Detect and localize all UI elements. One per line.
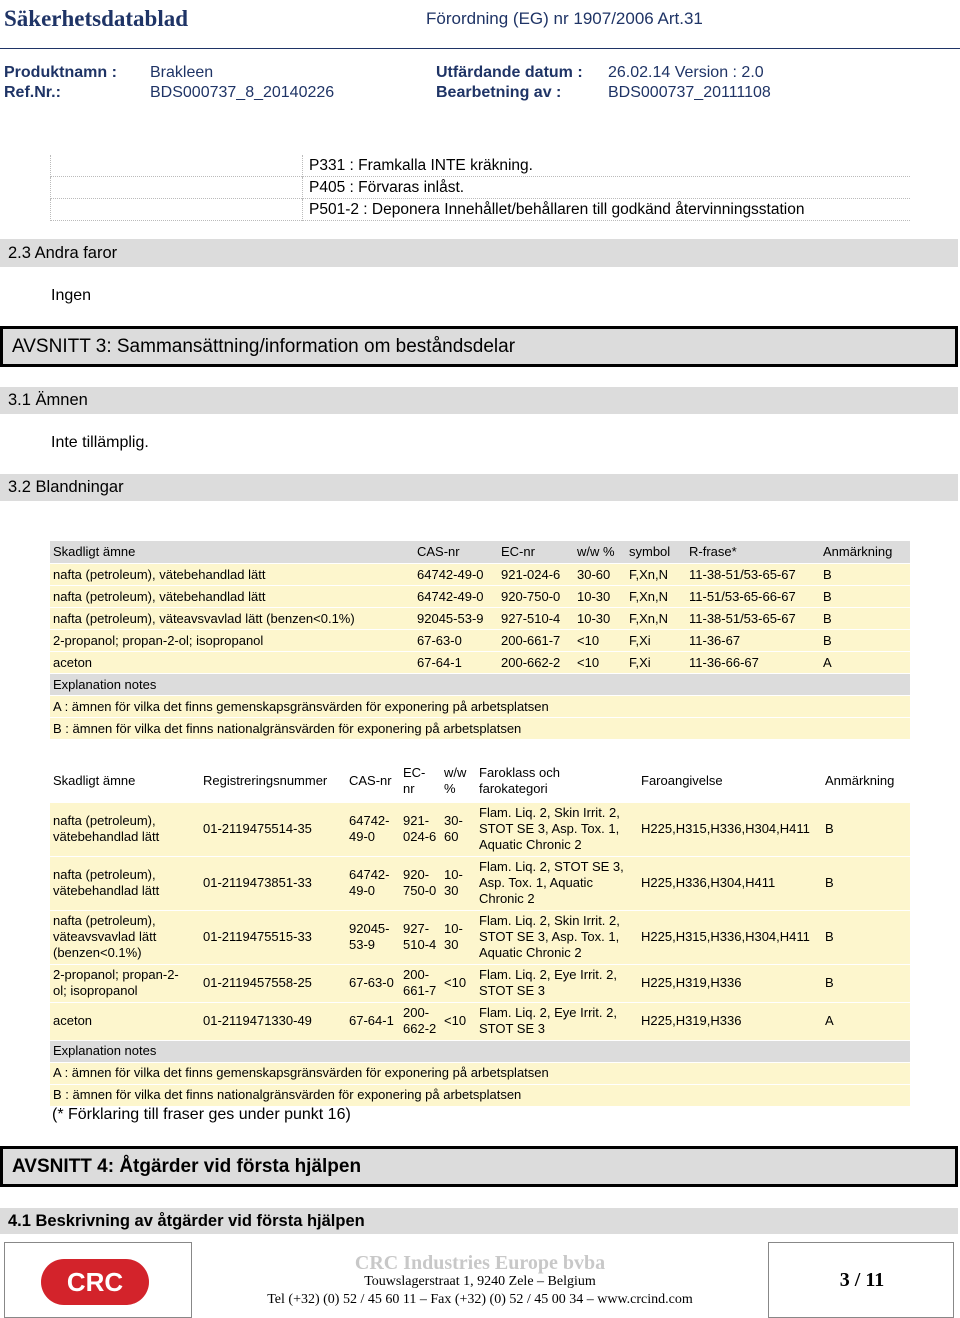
section-3-1-heading: 3.1 Ämnen xyxy=(0,387,958,414)
precaution-text: P331 : Framkalla INTE kräkning. xyxy=(309,157,533,174)
table-cell: B xyxy=(822,802,910,856)
table-cell: F,Xn,N xyxy=(626,563,686,585)
table-cell: F,Xn,N xyxy=(626,607,686,629)
table-row xyxy=(50,856,910,910)
column-header: Registreringsnummer xyxy=(200,760,346,802)
table-cell: B xyxy=(820,629,910,651)
table-cell: B xyxy=(822,856,910,910)
table-cell: 30- 60 xyxy=(441,802,476,856)
section-2-3-text: Ingen xyxy=(51,287,92,304)
table-cell: 200-662-2 xyxy=(498,651,574,673)
column-header: Faroangivelse xyxy=(638,760,822,802)
table-cell: 64742-49-0 xyxy=(414,585,498,607)
company-name: CRC Industries Europe bvba xyxy=(354,1252,606,1274)
section-4-1-heading: 4.1 Beskrivning av åtgärder vid första hjälpen xyxy=(0,1208,958,1234)
table-cell: H225,H315,H336,H304,H411 xyxy=(638,910,822,964)
table-cell: Flam. Liq. 2, Skin Irrit. 2, STOT SE 3, Asp. Tox. 1, Aquatic Chronic 2 xyxy=(476,910,638,964)
column-header: Faroklass och farokategori xyxy=(476,760,638,802)
note-row xyxy=(50,695,910,717)
column-header: CAS-nr xyxy=(414,541,498,563)
notes-heading: Explanation notes xyxy=(50,673,910,695)
note-text: A : ämnen för vilka det finns gemenskapsgränsvärden för exponering på arbetsplatsen xyxy=(50,1062,910,1084)
precaution-row xyxy=(50,155,910,177)
table-cell: 67-63-0 xyxy=(414,629,498,651)
mixtures-r-phrase-table xyxy=(50,541,910,740)
section-3-1-text: Inte tillämplig. xyxy=(51,434,149,451)
ref-number-value: BDS000737_8_20140226 xyxy=(150,84,335,101)
section-3-heading: AVSNITT 3: Sammansättning/information om beståndsdelar xyxy=(0,326,958,367)
precaution-row-cell xyxy=(50,199,303,221)
note-row xyxy=(50,1062,910,1084)
table-cell: 11-51/53-65-66-67 xyxy=(686,585,820,607)
table-cell: H225,H319,H336 xyxy=(638,1002,822,1040)
table-cell: 921-024-6 xyxy=(498,563,574,585)
column-header: Skadligt ämne xyxy=(50,760,200,802)
table-cell: B xyxy=(822,964,910,1002)
precaution-row xyxy=(50,177,910,199)
table-row xyxy=(50,910,910,964)
table-cell: 67-63-0 xyxy=(346,964,400,1002)
mixtures-clp-table xyxy=(50,760,910,1107)
issue-date-value: 26.02.14 Version : 2.0 xyxy=(608,64,764,81)
notes-heading: Explanation notes xyxy=(50,1040,910,1062)
table-cell: F,Xn,N xyxy=(626,585,686,607)
note-text: B : ämnen för vilka det finns nationalgränsvärden för exponering på arbetsplatsen xyxy=(50,1084,910,1106)
table-cell: nafta (petroleum), vätebehandlad lätt xyxy=(50,563,414,585)
table-cell: 10- 30 xyxy=(441,910,476,964)
table-cell: Flam. Liq. 2, Eye Irrit. 2, STOT SE 3 xyxy=(476,964,638,1002)
table-cell: <10 xyxy=(574,651,626,673)
table-cell: 64742- 49-0 xyxy=(346,856,400,910)
table-cell: H225,H336,H304,H411 xyxy=(638,856,822,910)
table-cell: 92045-53-9 xyxy=(414,607,498,629)
column-header: Anmärkning xyxy=(822,760,910,802)
precaution-text: P405 : Förvaras inlåst. xyxy=(309,179,465,196)
company-contact: Tel (+32) (0) 52 / 45 60 11 – Fax (+32) (0) 52 / 45 00 34 – www.crcind.com xyxy=(267,1292,693,1307)
notes-header-row xyxy=(50,673,910,695)
table-cell: <10 xyxy=(441,964,476,1002)
table-cell: 2-propanol; propan-2-ol; isopropanol xyxy=(50,629,414,651)
note-row xyxy=(50,717,910,739)
logo-box xyxy=(4,1242,192,1318)
section-3-2-heading: 3.2 Blandningar xyxy=(0,474,958,501)
column-header: w/w % xyxy=(574,541,626,563)
product-name-label: Produktnamn : xyxy=(4,64,117,81)
document-header xyxy=(0,0,960,108)
table-cell: nafta (petroleum), väteavsvavlad lätt (benzen<0.1%) xyxy=(50,910,200,964)
table-cell: 920- 750-0 xyxy=(400,856,441,910)
table-cell: 01-2119475515-33 xyxy=(200,910,346,964)
table-cell: 927-510-4 xyxy=(498,607,574,629)
table-cell: 2-propanol; propan-2- ol; isopropanol xyxy=(50,964,200,1002)
table-cell: Flam. Liq. 2, Skin Irrit. 2, STOT SE 3, Asp. Tox. 1, Aquatic Chronic 2 xyxy=(476,802,638,856)
precaution-text: P501-2 : Deponera Innehållet/behållaren till godkänd återvinningsstation xyxy=(309,201,805,218)
table-cell: F,Xi xyxy=(626,651,686,673)
ref-number-label: Ref.Nr.: xyxy=(4,84,61,101)
product-name-value: Brakleen xyxy=(150,64,214,81)
table-cell: nafta (petroleum), väteavsvavlad lätt (benzen<0.1%) xyxy=(50,607,414,629)
table-row xyxy=(50,563,910,585)
table-row xyxy=(50,802,910,856)
company-address: Touwslagerstraat 1, 9240 Zele – Belgium xyxy=(364,1274,596,1289)
crc-logo xyxy=(41,1259,149,1305)
page-number-box xyxy=(768,1242,954,1318)
table-cell: 01-2119475514-35 xyxy=(200,802,346,856)
table-cell: 200- 661-7 xyxy=(400,964,441,1002)
table-row xyxy=(50,1002,910,1040)
table-cell: 921- 024-6 xyxy=(400,802,441,856)
table-cell: nafta (petroleum), vätebehandlad lätt xyxy=(50,856,200,910)
table-cell: 11-38-51/53-65-67 xyxy=(686,607,820,629)
table-cell: 11-36-66-67 xyxy=(686,651,820,673)
table-cell: 200-661-7 xyxy=(498,629,574,651)
table-cell: H225,H315,H336,H304,H411 xyxy=(638,802,822,856)
column-header: CAS-nr xyxy=(346,760,400,802)
table-cell: 10-30 xyxy=(574,607,626,629)
table-cell: nafta (petroleum), vätebehandlad lätt xyxy=(50,585,414,607)
table-header-row xyxy=(50,760,910,802)
table-row xyxy=(50,629,910,651)
table-cell: 920-750-0 xyxy=(498,585,574,607)
table-cell: 10-30 xyxy=(574,585,626,607)
table-cell: nafta (petroleum), vätebehandlad lätt xyxy=(50,802,200,856)
table-cell: B xyxy=(820,585,910,607)
table-cell: F,Xi xyxy=(626,629,686,651)
table-cell: 10- 30 xyxy=(441,856,476,910)
header-divider xyxy=(0,48,960,49)
precaution-row-cell xyxy=(50,177,303,199)
table-cell: 11-38-51/53-65-67 xyxy=(686,563,820,585)
edited-by-value: BDS000737_20111108 xyxy=(608,84,771,101)
column-header: Skadligt ämne xyxy=(50,541,414,563)
section-2-3-heading: 2.3 Andra faror xyxy=(0,239,958,267)
precaution-row-cell xyxy=(50,155,303,177)
table-cell: <10 xyxy=(441,1002,476,1040)
table-cell: 67-64-1 xyxy=(414,651,498,673)
table-cell: B xyxy=(820,607,910,629)
table-row xyxy=(50,964,910,1002)
table-cell: 01-2119473851-33 xyxy=(200,856,346,910)
table-cell: aceton xyxy=(50,1002,200,1040)
table-cell: 200- 662-2 xyxy=(400,1002,441,1040)
document-footer xyxy=(0,1242,960,1318)
note-text: A : ämnen för vilka det finns gemenskapsgränsvärden för exponering på arbetsplatsen xyxy=(50,695,910,717)
table-cell: H225,H319,H336 xyxy=(638,964,822,1002)
edited-by-label: Bearbetning av : xyxy=(436,84,562,101)
table-cell: Flam. Liq. 2, Eye Irrit. 2, STOT SE 3 xyxy=(476,1002,638,1040)
table-cell: 01-2119457558-25 xyxy=(200,964,346,1002)
column-header: symbol xyxy=(626,541,686,563)
table-cell: 64742- 49-0 xyxy=(346,802,400,856)
table-header-row xyxy=(50,541,910,563)
table-cell: B xyxy=(822,910,910,964)
table-cell: <10 xyxy=(574,629,626,651)
column-header: R-frase* xyxy=(686,541,820,563)
table-cell: 67-64-1 xyxy=(346,1002,400,1040)
table-cell: 92045- 53-9 xyxy=(346,910,400,964)
table-cell: B xyxy=(820,563,910,585)
precaution-row xyxy=(50,199,910,221)
section-4-heading: AVSNITT 4: Åtgärder vid första hjälpen xyxy=(0,1146,958,1187)
table-row xyxy=(50,607,910,629)
notes-header-row xyxy=(50,1040,910,1062)
issue-date-label: Utfärdande datum : xyxy=(436,64,583,81)
crc-logo-text: CRC xyxy=(66,1267,124,1297)
table-cell: aceton xyxy=(50,651,414,673)
table-row xyxy=(50,651,910,673)
document-title: Säkerhetsdatablad xyxy=(4,6,189,31)
regulation-reference: Förordning (EG) nr 1907/2006 Art.31 xyxy=(426,9,703,28)
table-cell: 64742-49-0 xyxy=(414,563,498,585)
table-cell: 927- 510-4 xyxy=(400,910,441,964)
table-row xyxy=(50,585,910,607)
column-header: Anmärkning xyxy=(820,541,910,563)
page-number: 3 / 11 xyxy=(839,1269,885,1291)
note-row xyxy=(50,1084,910,1106)
table-cell: 30-60 xyxy=(574,563,626,585)
phrase-footnote: (* Förklaring till fraser ges under punkt 16) xyxy=(52,1106,351,1123)
table-cell: Flam. Liq. 2, STOT SE 3, Asp. Tox. 1, Aquatic Chronic 2 xyxy=(476,856,638,910)
column-header: w/w % xyxy=(441,760,476,802)
table-cell: A xyxy=(820,651,910,673)
column-header: EC- nr xyxy=(400,760,441,802)
table-cell: A xyxy=(822,1002,910,1040)
table-cell: 01-2119471330-49 xyxy=(200,1002,346,1040)
column-header: EC-nr xyxy=(498,541,574,563)
note-text: B : ämnen för vilka det finns nationalgränsvärden för exponering på arbetsplatsen xyxy=(50,717,910,739)
table-cell: 11-36-67 xyxy=(686,629,820,651)
